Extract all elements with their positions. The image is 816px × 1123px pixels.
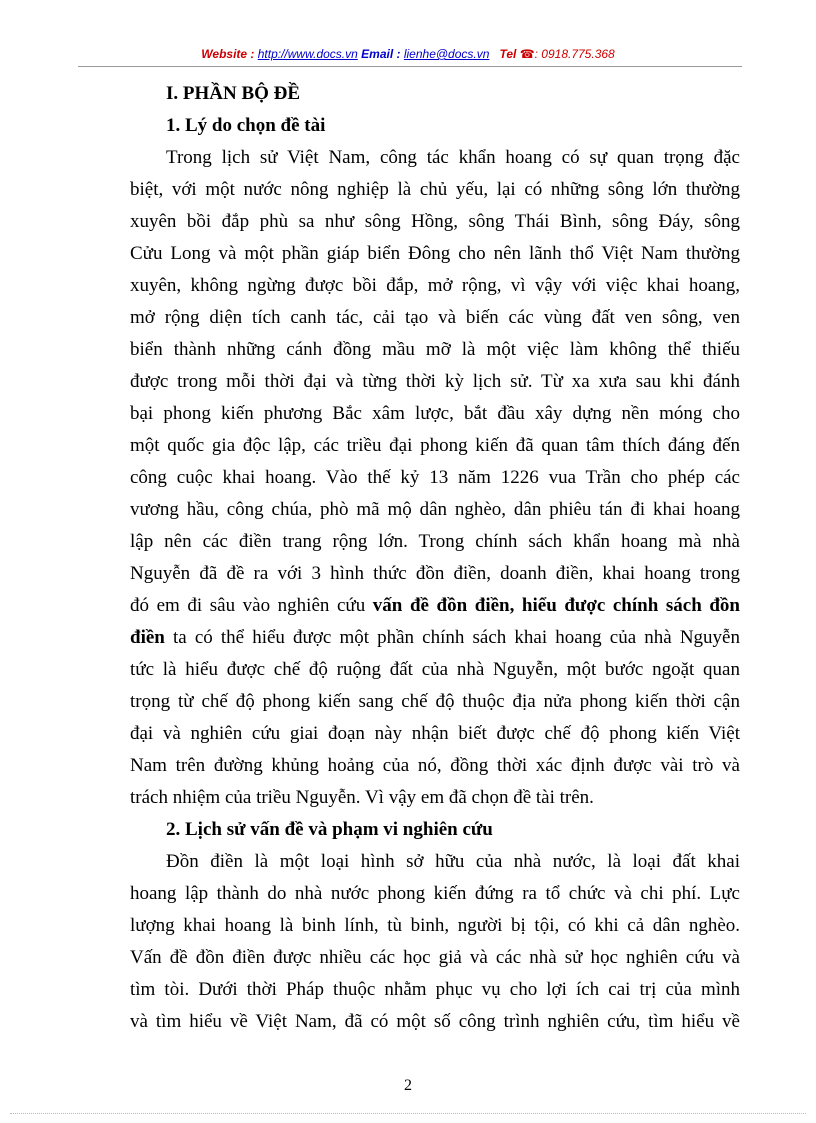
header-divider	[78, 66, 742, 67]
text-line: mở rộng diện tích canh tác, cải tạo và biến các vùng đất ven sông, ven	[130, 307, 740, 328]
text-line	[130, 590, 740, 622]
emphasis-text: điền	[130, 627, 165, 648]
website-link[interactable]: http://www.docs.vn	[257, 47, 358, 61]
text-line: trọng từ chế độ phong kiến sang chế độ thuộc địa nửa phong kiến thời cận	[130, 691, 740, 712]
document-body	[130, 78, 740, 1038]
email-link[interactable]: lienhe@docs.vn	[403, 47, 490, 61]
text-line: tìm tòi. Dưới thời Pháp thuộc nhằm phục vụ cho lợi ích cai trị của mình	[130, 979, 740, 1000]
text-line: bại phong kiến phương Bắc xâm lược, bắt đầu xây dựng nền móng cho	[130, 403, 740, 424]
text-line: trách nhiệm của triều Nguyễn. Vì vậy em đã chọn đề tài trên.	[130, 787, 594, 808]
text-run: ta có thể hiểu được một phần chính sách khai hoang của nhà Nguyễn	[164, 627, 740, 648]
section-heading-reason: 1. Lý do chọn đề tài	[166, 115, 326, 136]
page-bottom-divider	[10, 1113, 806, 1114]
text-line: đại và nghiên cứu giai đoạn này nhận biết được chế độ phong kiến Việt	[130, 723, 740, 744]
text-line: lập nên các điền trang rộng lớn. Trong chính sách khẩn hoang mà nhà	[130, 531, 740, 552]
text-run: đó em đi sâu vào nghiên cứu	[130, 595, 373, 616]
text-line: xuyên, không ngừng được bồi đắp, mở rộng, vì vậy với việc khai hoang,	[130, 275, 740, 296]
text-line: biển thành những cánh đồng mầu mỡ là một việc làm không thể thiếu	[130, 339, 740, 360]
emphasis-text: vấn đề đồn điền, hiểu được chính sách đồn	[372, 595, 740, 616]
text-line: Vấn đề đồn điền được nhiều các học giả và các nhà sử học nghiên cứu và	[130, 947, 740, 968]
text-line: Cửu Long và một phần giáp biển Đông cho nên lãnh thổ Việt Nam thường	[130, 243, 740, 264]
text-line: vương hầu, công chúa, phò mã mộ dân nghèo, dân phiêu tán đi khai hoang	[130, 499, 740, 520]
section-heading-main: I. PHẦN BỘ ĐỀ	[166, 83, 301, 104]
text-line: một quốc gia độc lập, các triều đại phong kiến đã quan tâm thích đáng đến	[130, 435, 740, 456]
paragraph-history	[130, 846, 740, 1038]
text-line: Nam trên đường khủng hoảng của nó, đồng thời xác định được vài trò và	[130, 755, 740, 776]
paragraph-reason	[130, 142, 740, 814]
text-line: xuyên bồi đắp phù sa như sông Hồng, sông Thái Bình, sông Đáy, sông	[130, 211, 740, 232]
text-line	[130, 622, 740, 654]
email-label: Email :	[361, 47, 401, 61]
phone-number: : 0918.775.368	[534, 47, 615, 61]
page-header	[0, 47, 816, 61]
text-line: lượng khai hoang là binh lính, tù binh, người bị tội, có khi cả dân nghèo.	[130, 915, 740, 936]
text-line: biệt, với một nước nông nghiệp là chủ yếu, lại có những sông lớn thường	[130, 179, 740, 200]
text-line: Nguyễn đã đề ra với 3 hình thức đồn điền, doanh điền, khai hoang trong	[130, 563, 740, 584]
text-line: được trong mỗi thời đại và từng thời kỳ lịch sử. Từ xa xưa sau khi đánh	[130, 371, 740, 392]
text-line: Đồn điền là một loại hình sở hữu của nhà nước, là loại đất khai	[166, 851, 740, 872]
tel-label: Tel	[499, 47, 517, 61]
telephone-icon: ☎	[519, 47, 535, 61]
page-number: 2	[404, 1077, 412, 1094]
text-line: Trong lịch sử Việt Nam, công tác khẩn hoang có sự quan trọng đặc	[166, 147, 740, 168]
website-label: Website :	[201, 47, 255, 61]
section-heading-history: 2. Lịch sử vấn đề và phạm vi nghiên cứu	[166, 819, 493, 840]
text-line: hoang lập thành do nhà nước phong kiến đứng ra tổ chức và chi phí. Lực	[130, 883, 740, 904]
text-line: và tìm hiểu về Việt Nam, đã có một số công trình nghiên cứu, tìm hiểu về	[130, 1011, 740, 1032]
text-line: tức là hiểu được chế độ ruộng đất của nhà Nguyễn, một bước ngoặt quan	[130, 659, 740, 680]
text-line: công cuộc khai hoang. Vào thế kỷ 13 năm 1226 vua Trần cho phép các	[130, 467, 740, 488]
